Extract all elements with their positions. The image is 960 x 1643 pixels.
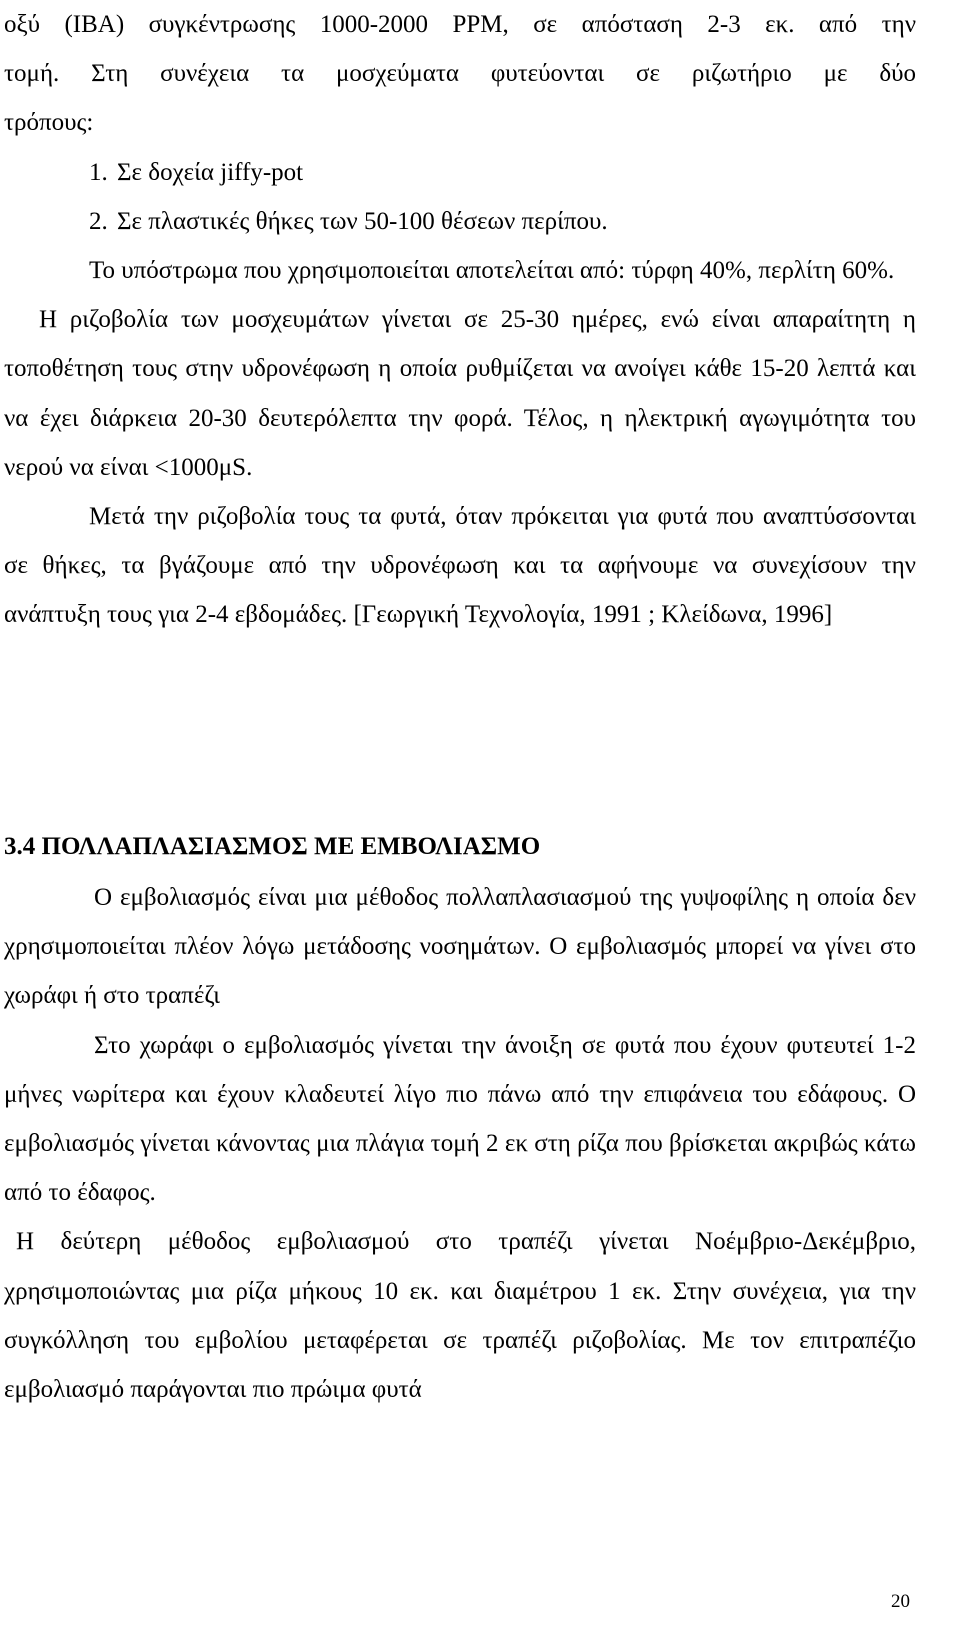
list-number: 1. (89, 158, 108, 186)
section-heading: 3.4 ΠΟΛΛΑΠΛΑΣΙΑΣΜΟΣ ΜΕ ΕΜΒΟΛΙΑΣΜΟ (4, 833, 541, 860)
body-text-section (4, 873, 916, 1414)
list-item (4, 148, 916, 197)
paragraph: Στο χωράφι ο εμβολιασμός γίνεται την άνοιξη σε φυτά που έχουν φυτευτεί 1-2 μήνες νωρίτερα και έχουν κλαδευτεί λίγο πιο πάνω από την επιφάνεια του εδάφους. Ο εμβολιασμός γίνεται κάνοντας μια πλάγια τομή 2 εκ στη ρίζα που βρίσκεται ακριβώς κάτω από το έδαφος. (4, 1031, 916, 1207)
paragraph: Η ριζοβολία των μοσχευμάτων γίνεται σε 25-30 ημέρες, ενώ είναι απαραίτητη η τοποθέτηση τους στην υδρονέφωση η οποία ρυθμίζεται να ανοίγει κάθε 15-20 λεπτά και να έχει διάρκεια 20-30 δευτερόλεπτα την φορά. Τέλος, η ηλεκτρική αγωγιμότητα του νερού να είναι <1000μS. (4, 306, 916, 481)
paragraph-line: τομή. Στη συνέχεια τα μοσχεύματα φυτεύονται σε ριζωτήριο με δύο (4, 60, 916, 88)
list-text: Σε πλαστικές θήκες των 50-100 θέσεων περίπου. (117, 207, 608, 235)
paragraph-line: τρόπους: (4, 109, 94, 137)
paragraph: Η δεύτερη μέθοδος εμβολιασμού στο τραπέζι γίνεται Νοέμβριο-Δεκέμβριο, χρησιμοποιώντας μια ρίζα μήκους 10 εκ. και διαμέτρου 1 εκ. Στην συνέχεια, για την συγκόλληση του εμβολίου μεταφέρεται σε τραπέζι ριζοβολίας. Με τον επιτραπέζιο εμβολιασμό παράγονται πιο πρώιμα φυτά (4, 1228, 916, 1404)
body-text-top (4, 0, 916, 640)
list-number: 2. (89, 207, 108, 235)
paragraph-line: οξύ (IBA) συγκέντρωσης 1000-2000 PPM, σε απόσταση 2-3 εκ. από την (4, 11, 916, 38)
list-text: Σε δοχεία jiffy-pot (117, 158, 304, 186)
paragraph: Μετά την ριζοβολία τους τα φυτά, όταν πρόκειται για φυτά που αναπτύσσονται σε θήκες, τα βγάζουμε από την υδρονέφωση και τα αφήνουμε να συνεχίσουν την ανάπτυξη τους για 2-4 εβδομάδες. [Γεωργική Τεχνολογία, 1991 ; Κλείδωνα, 1996] (4, 503, 916, 629)
paragraph: Ο εμβολιασμός είναι μια μέθοδος πολλαπλασιασμού της γυψοφίλης η οποία δεν χρησιμοποιείται πλέον λόγω μετάδοσης νοσημάτων. Ο εμβολιασμός μπορεί να γίνει στο χωράφι ή στο τραπέζι (4, 884, 916, 1010)
paragraph: Το υπόστρωμα που χρησιμοποιείται αποτελείται από: τύρφη 40%, περλίτη 60%. (89, 257, 895, 285)
page-number: 20 (891, 1591, 910, 1612)
list-item (4, 197, 916, 246)
